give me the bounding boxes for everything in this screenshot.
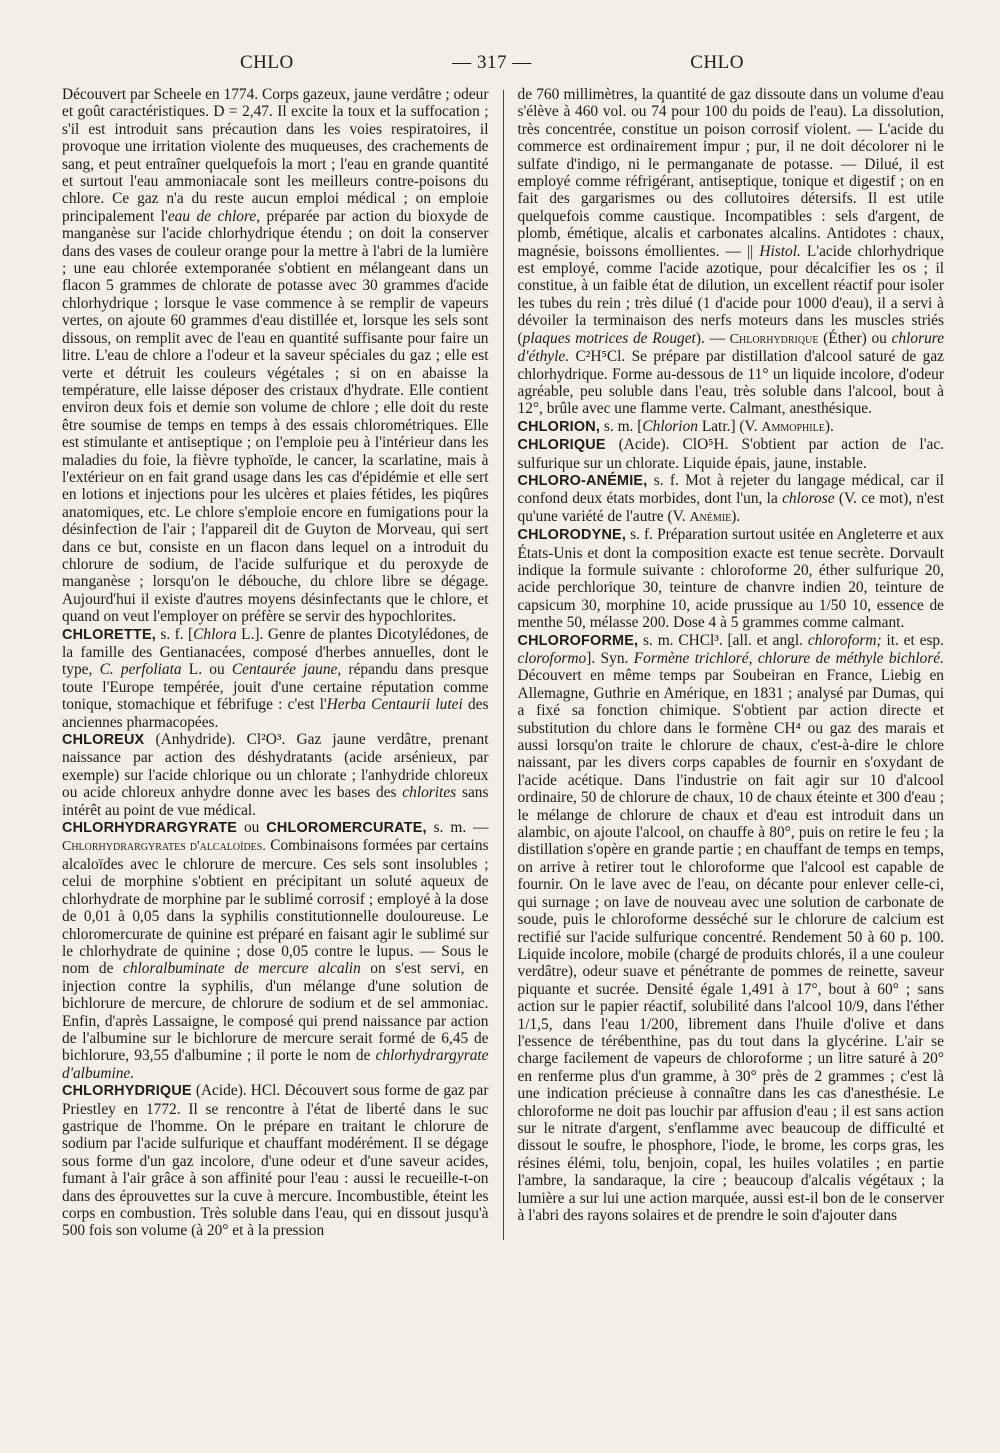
entry-chlorette: CHLORETTE, s. f. [Chlora L.]. Genre de plantes Dicotylédones, de la famille des Gentianacées, composé d'herbes annuelles, dont le type, C. perfoliata L. ou Centaurée jaune, répandu dans presque toute l'Europe tempérée, jouit d'une certaine réputation comme tonique, stomachique et fébrifuge : c'est l'Herba Centaurii lutei des anciennes pharmacopées. (62, 625, 489, 731)
headword: CHLOROMERCURATE, (266, 820, 427, 837)
headword: CHLORIQUE (517, 437, 606, 454)
entry-chlorion: CHLORION, s. m. [Chlorion Latr.] (V. Ammophile). (517, 417, 834, 435)
chlore-continuation: Découvert par Scheele en 1774. Corps gazeux, jaune verdâtre ; odeur et goût caractéristiques. D = 2,47. Il excite la toux et la suffocation ; s'il est introduit sans précaution dans les voies respiratoires, il provoque une irritation violente des muqueuses, des crachements de sang, et peut entraîner quelquefois la mort ; l'eau en grande quantité et surtout l'eau ammoniacale sont les meilleurs contre-poisons du chlore. Ce gaz n'a du reste aucun emploi médical ; on emploie principalement l'eau de chlore, préparée par action du bioxyde de manganèse sur l'acide chlorhydrique étendu ; on doit la conserver dans des vases de couleur orange pour la mettre à l'abri de la lumière ; une eau chlorée extemporanée s'obtient en mélangeant dans un flacon 5 grammes de chlorate de potasse avec 30 grammes d'acide chlorhydrique ; lorsque le vase commence à se remplir de vapeurs vertes, on ajoute 60 grammes d'eau distillée et, lorsque les sels sont dissous, on remplit avec de l'eau en quantité suffisante pour faire un litre. L'eau de chlore a l'odeur et la saveur spéciales du gaz ; elle est verte et détruit les couleurs végétales ; si on en abaisse la température, elle laisse déposer des cristaux d'hydrate. Elle contient environ deux fois et demie son volume de chlore ; elle doit du reste être soumise de temps en temps à des essais chlorométriques. Elle est stimulante et antiseptique ; on l'emploie peu à l'intérieur dans les maladies du foie, la fièvre typhoïde, le cancer, la scarlatine, mais à l'extérieur on en fait grand usage dans les cas d'épidémie et elle sert en lotions et injections pour les ulcères et plaies fétides, les piqûres anatomiques, etc. Le chlore s'emploie encore en fumigations pour la désinfection de l'air ; l'appareil dit de Guyton de Morveau, qui sert dans ce but, consiste en un flacon dans lequel on a introduit du chlorure de sodium, de l'acide sulfurique et du peroxyde de manganèse ; lorsqu'on le débouche, du chlore libre se dégage. Aujourd'hui il existe d'autres moyens désinfectants que le chlore, et quand on veut l'employer on préfère se servir des hypochlorites. (62, 86, 489, 626)
header-right-guideword: CHLO (690, 52, 744, 73)
chlorhydrique-continuation: de 760 millimètres, la quantité de gaz dissoute dans un volume d'eau s'élève à 460 vol. ou 74 pour 100 du poids de l'eau). La dissolution, très concentrée, constitue un poison corrosif violent. — L'acide du commerce est ordinairement impur ; pur, il ne doit décolorer ni le sulfate d'indigo, ni le permanganate de potasse. — Dilué, il est employé comme réfrigérant, antiseptique, tonique et digestif ; on en fait des gargarismes ou des collutoires détersifs. Il est utile quelquefois comme caustique. Incompatibles : sels d'argent, de plomb, émétique, alcalis et carbonates alcalins. Antidotes : chaux, magnésie, boissons émollientes. — || Histol. L'acide chlorhydrique est employé, comme l'acide azotique, pour décalcifier les os ; il constitue, à un faible état de dilution, un excellent réactif pour isoler les tubes du rein ; très dilué (1 d'acide pour 1000 d'eau), il a servi à dévoiler la terminaison des nerfs moteurs dans les muscles striés (plaques motrices de Rouget). — Chlorhydrique (Éther) ou chlorure d'éthyle. C²H⁵Cl. Se prépare par distillation d'alcool saturé de gaz chlorhydrique. Forme au-dessous de 11° un liquide incolore, d'odeur agréable, peu soluble dans l'eau, très soluble dans l'alcool, bout à 12°, brûle avec une flamme verte. Calmant, anesthésique. (517, 86, 945, 418)
entry-chlorhydrargyrate: CHLORHYDRARGYRATE ou CHLOROMERCURATE, s. m. — Chlorhydrargyrates d'alcaloïdes. Combinaisons formées par certains alcaloïdes avec le chlorure de mercure. Ces sels sont insolubles ; celui de morphine s'obtient en précipitant un soluté aqueux de chlorhydrate de morphine par le sublimé corrosif ; employé à la dose de 0,01 à 0,05 dans la syphilis constitutionnelle douloureuse. Le chloromercurate de quinine est préparé en faisant agir le sublimé sur le chlorhydrate de quinine ; dose 0,05 contre le lupus. — Sous le nom de chloralbuminate de mercure alcalin on s'est servi, en injection contre la syphilis, d'un mélange d'une solution de bichlorure de mercure, de chlorure de sodium et de sel ammoniac. Enfin, d'après Lassaigne, le composé qui prend naissance par action de l'albumine sur le bichlorure de mercure serait formé de 6,45 de bichlorure, 93,55 d'albumine ; il porte le nom de chlorhydrargyrate d'albumine. (62, 819, 489, 1082)
headword: CHLORETTE, (62, 626, 156, 643)
headword: CHLORODYNE, (517, 527, 627, 544)
entry-chloroforme: CHLOROFORME, s. m. CHCl³. [all. et angl. chloroform; it. et esp. cloroformo]. Syn. Formène trichloré, chlorure de méthyle bichloré. Découvert en même temps par Soubeiran en France, Liebig en Allemagne, Guthrie en Amérique, en 1831 ; analysé par Dumas, qui a fixé sa fonction chimique. S'obtient par action directe et substitution du chlore dans le formène CH⁴ ou gaz des marais et aussi lorsqu'on traite le chlorure de chaux, c'est-à-dire le chlore naissant, par les divers corps capables de fournir en s'oxydant de l'acide acétique. Dans l'industrie on fait agir sur 10 d'alcool ordinaire, 50 de chlorure de chaux, 10 de chaux éteinte et 300 d'eau ; le mélange de chlorure de chaux et d'eau est introduit dans un alambic, on ajoute l'alcool, on chauffe à 80°, puis on retire le feu ; la distillation s'opère en grande partie ; en chauffant de temps en temps, on arrive à retirer tout le chloroforme que l'alcool est capable de fournir. On le lave avec de l'eau, on décante pour enlever celle-ci, qui surnage ; on lave de nouveau avec une solution de carbonate de soude, puis le chloroforme desséché sur le chlorure de calcium est rectifié sur l'acide sulfurique concentré. Rendement 50 à 60 p. 100. Liquide incolore, mobile (chargé de produits chlorés, il a une couleur verdâtre), odeur suave et pénétrante de pommes de reinette, saveur piquante et sucrée. Densité égale 1,491 à 17°, bout à 60° ; sans action sur le papier réactif, solubilité dans l'alcool 10/9, dans l'éther 1/1,5, dans l'eau 1/200, librement dans l'huile d'olive et dans l'essence de térébenthine, pas du tout dans la glycérine. L'air se charge facilement de vapeurs de chloroforme ; un litre saturé à 20° en renferme plus d'un gramme, à 30° près de 2 grammes ; c'est là une indication précieuse à connaître dans les cas d'anesthésie. Le chloroforme ne doit pas louchir par affusion d'eau ; il est sans action sur le nitrate d'argent, s'enflamme avec beaucoup de difficulté et dissout le soufre, le phosphore, l'iode, le brome, les corps gras, les résines élémi, tolu, benjoin, copal, les huiles volatiles ; en partie l'ambre, la sandaraque, la cire ; beaucoup d'alcalis végétaux ; la lumière a sur lui une action marquée, aussi est-il bon de le conserver à l'abri des rayons solaires et de prendre le soin d'ajouter dans (517, 631, 944, 1224)
page-number: — 317 — (452, 52, 532, 73)
headword: CHLORHYDRIQUE (62, 1083, 192, 1100)
entry-chlorodyne: CHLORODYNE, s. f. Préparation surtout usitée en Angleterre et aux États-Unis et dont la composition exacte est tenue secrète. Dorvault indique la formule suivante : chloroforme 20, éther sulfurique 20, acide perchlorique 30, teinture de chanvre indien 20, teinture de capsicum 30, morphine 10, acide prussique au 1/50 10, essence de menthe 50, mélasse 200. Dose 4 à 5 grammes comme calmant. (517, 526, 944, 632)
entry-chloreux: CHLOREUX (Anhydride). Cl²O³. Gaz jaune verdâtre, prenant naissance par action des déshydratants (acide arsénieux, par exemple) sur l'acide chlorique ou un chlorate ; l'anhydride chloreux ou acide chloreux anhydre donne avec les bases des chlorites sans intérêt au point de vue médical. (62, 731, 489, 819)
left-column (62, 86, 489, 1240)
headword: CHLORION, (517, 418, 601, 435)
headword: CHLORO-ANÉMIE, (517, 472, 648, 489)
headword: CHLORHYDRARGYRATE (62, 820, 238, 837)
text-columns (62, 86, 944, 1240)
headword: CHLOROFORME, (517, 632, 639, 649)
headword: CHLOREUX (62, 732, 145, 749)
entry-chlorhydrique: CHLORHYDRIQUE (Acide). HCl. Découvert sous forme de gaz par Priestley en 1772. Il se rencontre à l'état de liberté dans le suc gastrique de l'homme. On le prépare en traitant le chlorure de sodium par l'acide sulfurique et chauffant modérément. Il se dégage sous forme d'un gaz incolore, d'une odeur et d'une saveur acides, fumant à l'air grâce à son affinité pour l'eau : aussi le recueille-t-on dans des éprouvettes sur la cuve à mercure. Incombustible, éteint les corps en combustion. Très soluble dans l'eau, qui en dissout jusqu'à 500 fois son volume (à 20° et à la pression (62, 1082, 489, 1240)
running-header (62, 52, 944, 80)
entry-chlorique: CHLORIQUE (Acide). ClO⁵H. S'obtient par action de l'ac. sulfurique sur un chlorate. Liquide épais, jaune, instable. (517, 436, 944, 472)
column-divider (503, 90, 504, 1240)
entry-chloro-anemie: CHLORO-ANÉMIE, s. f. Mot à rejeter du langage médical, car il confond deux états morbides, dont l'un, la chlorose (V. ce mot), n'est qu'une variété de l'autre (V. Anémie). (517, 471, 945, 525)
header-left-guideword: CHLO (240, 52, 294, 73)
right-column (518, 86, 945, 1240)
